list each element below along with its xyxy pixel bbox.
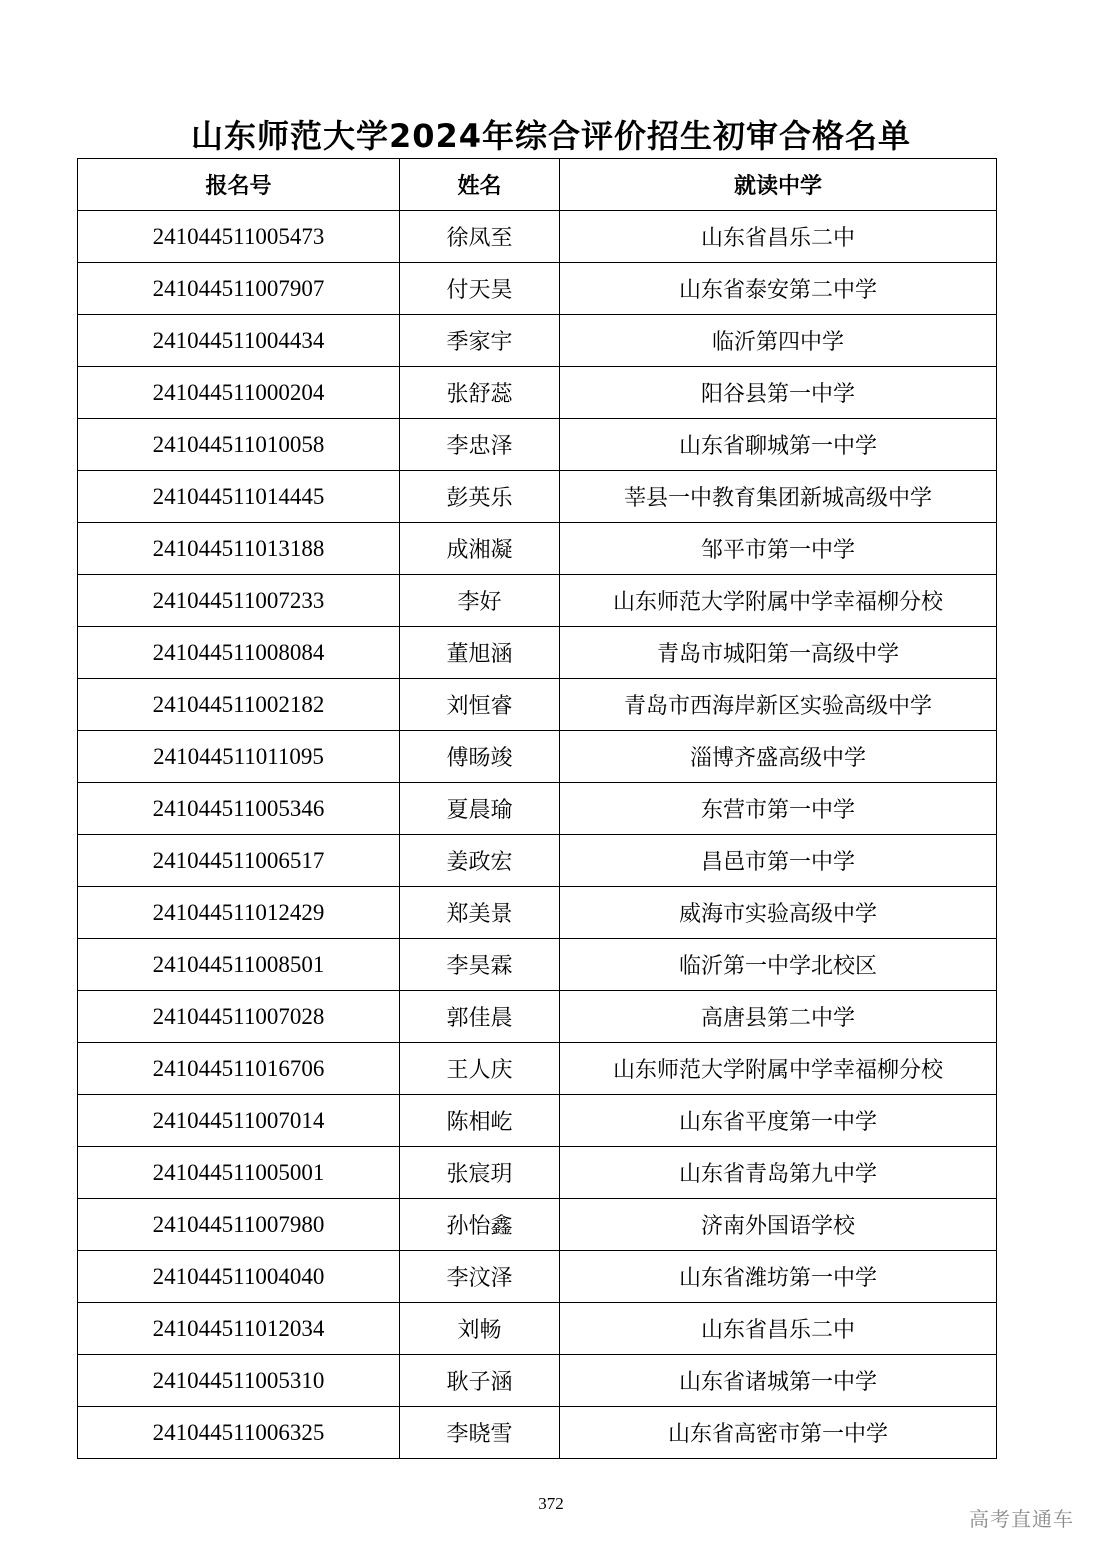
registration-number-cell: 241044511007907 [78,263,400,315]
student-name-cell: 李昊霖 [400,939,560,991]
registration-number-cell: 241044511006325 [78,1407,400,1459]
table-row [78,1147,997,1199]
school-cell: 淄博齐盛高级中学 [560,731,997,783]
registration-number-cell: 241044511004040 [78,1251,400,1303]
table-row [78,887,997,939]
registration-number-cell: 241044511012429 [78,887,400,939]
school-cell: 临沂第四中学 [560,315,997,367]
school-cell: 青岛市西海岸新区实验高级中学 [560,679,997,731]
school-cell: 昌邑市第一中学 [560,835,997,887]
table-row [78,367,997,419]
school-cell: 莘县一中教育集团新城高级中学 [560,471,997,523]
table-row [78,1303,997,1355]
table-row [78,1095,997,1147]
table-header-row [78,159,997,211]
school-cell: 山东省昌乐二中 [560,1303,997,1355]
table-row [78,211,997,263]
table-row [78,575,997,627]
table-row [78,783,997,835]
student-name-cell: 郭佳晨 [400,991,560,1043]
table-row [78,263,997,315]
student-name-cell: 季家宇 [400,315,560,367]
student-name-cell: 李晓雪 [400,1407,560,1459]
school-cell: 临沂第一中学北校区 [560,939,997,991]
student-name-cell: 陈相屹 [400,1095,560,1147]
student-name-cell: 李忠泽 [400,419,560,471]
registration-number-cell: 241044511005310 [78,1355,400,1407]
school-cell: 青岛市城阳第一高级中学 [560,627,997,679]
student-name-cell: 张舒蕊 [400,367,560,419]
student-name-cell: 耿子涵 [400,1355,560,1407]
student-name-cell: 付天昊 [400,263,560,315]
registration-number-cell: 241044511002182 [78,679,400,731]
student-name-cell: 郑美景 [400,887,560,939]
watermark-text: 高考直通车 [969,1507,1074,1531]
school-cell: 山东省潍坊第一中学 [560,1251,997,1303]
student-name-cell: 徐凤至 [400,211,560,263]
table-row [78,1355,997,1407]
registration-number-cell: 241044511007233 [78,575,400,627]
registration-number-cell: 241044511005473 [78,211,400,263]
table-body [78,211,997,1459]
school-cell: 阳谷县第一中学 [560,367,997,419]
student-name-cell: 董旭涵 [400,627,560,679]
student-name-cell: 成湘凝 [400,523,560,575]
student-name-cell: 姜政宏 [400,835,560,887]
table-row [78,471,997,523]
school-cell: 山东师范大学附属中学幸福柳分校 [560,575,997,627]
registration-number-cell: 241044511014445 [78,471,400,523]
registration-number-cell: 241044511008084 [78,627,400,679]
registration-number-cell: 241044511016706 [78,1043,400,1095]
table-row [78,523,997,575]
table-row [78,627,997,679]
school-cell: 高唐县第二中学 [560,991,997,1043]
student-name-cell: 刘恒睿 [400,679,560,731]
school-cell: 邹平市第一中学 [560,523,997,575]
registration-number-cell: 241044511006517 [78,835,400,887]
registration-number-cell: 241044511012034 [78,1303,400,1355]
registration-number-cell: 241044511007028 [78,991,400,1043]
student-name-cell: 傅旸竣 [400,731,560,783]
registration-number-cell: 241044511004434 [78,315,400,367]
registration-number-cell: 241044511007014 [78,1095,400,1147]
student-name-cell: 夏晨瑜 [400,783,560,835]
student-name-cell: 刘畅 [400,1303,560,1355]
school-cell: 东营市第一中学 [560,783,997,835]
school-cell: 山东省昌乐二中 [560,211,997,263]
student-name-cell: 李汶泽 [400,1251,560,1303]
table-row [78,1043,997,1095]
registration-number-cell: 241044511000204 [78,367,400,419]
student-name-cell: 张宸玥 [400,1147,560,1199]
school-cell: 威海市实验高级中学 [560,887,997,939]
table-row [78,1251,997,1303]
school-cell: 山东师范大学附属中学幸福柳分校 [560,1043,997,1095]
header-registration-number: 报名号 [78,159,400,211]
registration-number-cell: 241044511011095 [78,731,400,783]
registration-number-cell: 241044511013188 [78,523,400,575]
table-row [78,1407,997,1459]
page-number: 372 [538,1494,564,1513]
student-name-cell: 李好 [400,575,560,627]
school-cell: 山东省平度第一中学 [560,1095,997,1147]
table-row [78,731,997,783]
registration-number-cell: 241044511007980 [78,1199,400,1251]
table-row [78,1199,997,1251]
table-row [78,679,997,731]
student-name-cell: 孙怡鑫 [400,1199,560,1251]
registration-number-cell: 241044511010058 [78,419,400,471]
school-cell: 山东省聊城第一中学 [560,419,997,471]
registration-number-cell: 241044511005346 [78,783,400,835]
table-row [78,835,997,887]
table-row [78,419,997,471]
school-cell: 济南外国语学校 [560,1199,997,1251]
table-row [78,939,997,991]
school-cell: 山东省高密市第一中学 [560,1407,997,1459]
header-school: 就读中学 [560,159,997,211]
document-title: 山东师范大学2024年综合评价招生初审合格名单 [190,117,912,155]
student-name-cell: 王人庆 [400,1043,560,1095]
registration-number-cell: 241044511005001 [78,1147,400,1199]
school-cell: 山东省青岛第九中学 [560,1147,997,1199]
header-name: 姓名 [400,159,560,211]
school-cell: 山东省泰安第二中学 [560,263,997,315]
table-row [78,315,997,367]
registration-number-cell: 241044511008501 [78,939,400,991]
school-cell: 山东省诸城第一中学 [560,1355,997,1407]
table-row [78,991,997,1043]
student-name-cell: 彭英乐 [400,471,560,523]
candidate-table [77,158,997,1459]
